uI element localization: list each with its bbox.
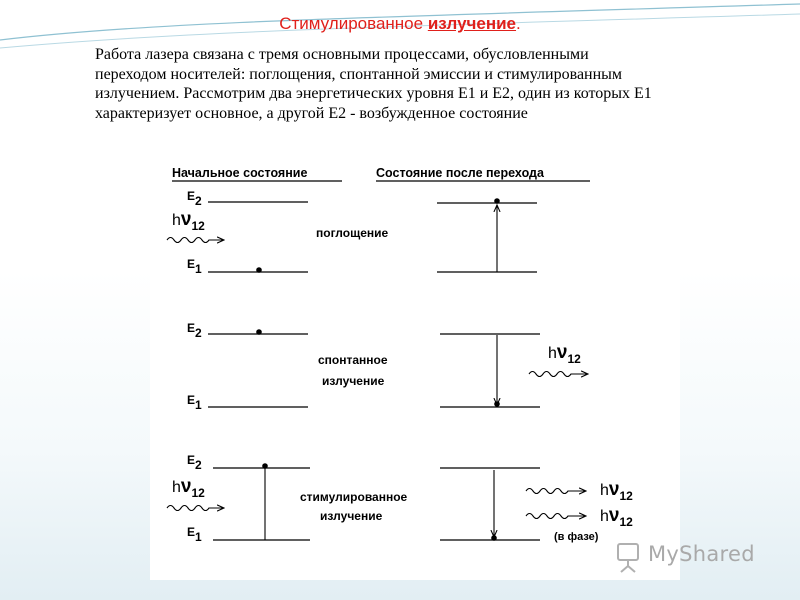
photon-label: $h\nu_{12}$	[600, 479, 633, 503]
title-text-dot: .	[516, 14, 521, 33]
intro-line: характеризует основное, а другой Е2 - возбужденное состояние	[95, 104, 528, 122]
photon-label: $h\nu_{12}$	[600, 505, 633, 529]
level-label-e2: E2	[187, 453, 202, 472]
header-after-transition: Состояние после перехода	[376, 166, 544, 180]
title-text-emphasis: излучение	[427, 14, 517, 33]
carrier-dot	[256, 267, 262, 273]
process-label-stimulated: стимулированное	[300, 490, 408, 504]
title-text-plain: Стимулированное	[279, 14, 428, 33]
carrier-dot	[494, 198, 500, 204]
level-label-e1: E1	[187, 257, 202, 276]
watermark-text: MyShared	[648, 542, 755, 566]
row-absorption	[167, 189, 537, 276]
photon-label: $h\nu_{12}$	[548, 342, 581, 366]
watermark-logo-icon	[612, 540, 646, 574]
watermark	[612, 540, 772, 576]
process-label-spontaneous: спонтанное	[318, 353, 388, 367]
emitted-photon-wave	[526, 489, 586, 494]
carrier-dot	[494, 401, 500, 407]
header-initial-state: Начальное состояние	[172, 166, 308, 180]
carrier-dot	[262, 463, 268, 469]
stimulated-photon-wave	[526, 514, 586, 519]
process-label-spontaneous-2: излучение	[322, 374, 385, 388]
row-spontaneous	[187, 321, 588, 412]
process-label-stimulated-2: излучение	[320, 509, 383, 523]
level-label-e1: E1	[187, 525, 202, 544]
intro-line: Работа лазера связана с тремя основными процессами, обусловленными	[95, 46, 589, 63]
in-phase-label: (в фазе)	[554, 531, 599, 543]
incident-photon-wave	[167, 506, 224, 511]
incident-photon-wave	[167, 238, 224, 243]
photon-label: $h\nu_{12}$	[172, 209, 205, 233]
emitted-photon-wave	[529, 372, 588, 377]
level-label-e2: E2	[187, 321, 202, 340]
level-label-e1: E1	[187, 393, 202, 412]
photon-label: $h\nu_{12}$	[172, 476, 205, 500]
intro-line: переходом носителей: поглощения, спонтанной эмиссии и стимулированным	[95, 65, 623, 83]
carrier-dot	[256, 329, 262, 335]
carrier-dot	[491, 535, 497, 541]
row-stimulated	[167, 453, 633, 544]
intro-line: излучением. Рассмотрим два энергетических уровня Е1 и Е2, один из которых Е1	[95, 85, 652, 102]
level-label-e2: E2	[187, 189, 202, 208]
process-label-absorption: поглощение	[316, 226, 389, 240]
